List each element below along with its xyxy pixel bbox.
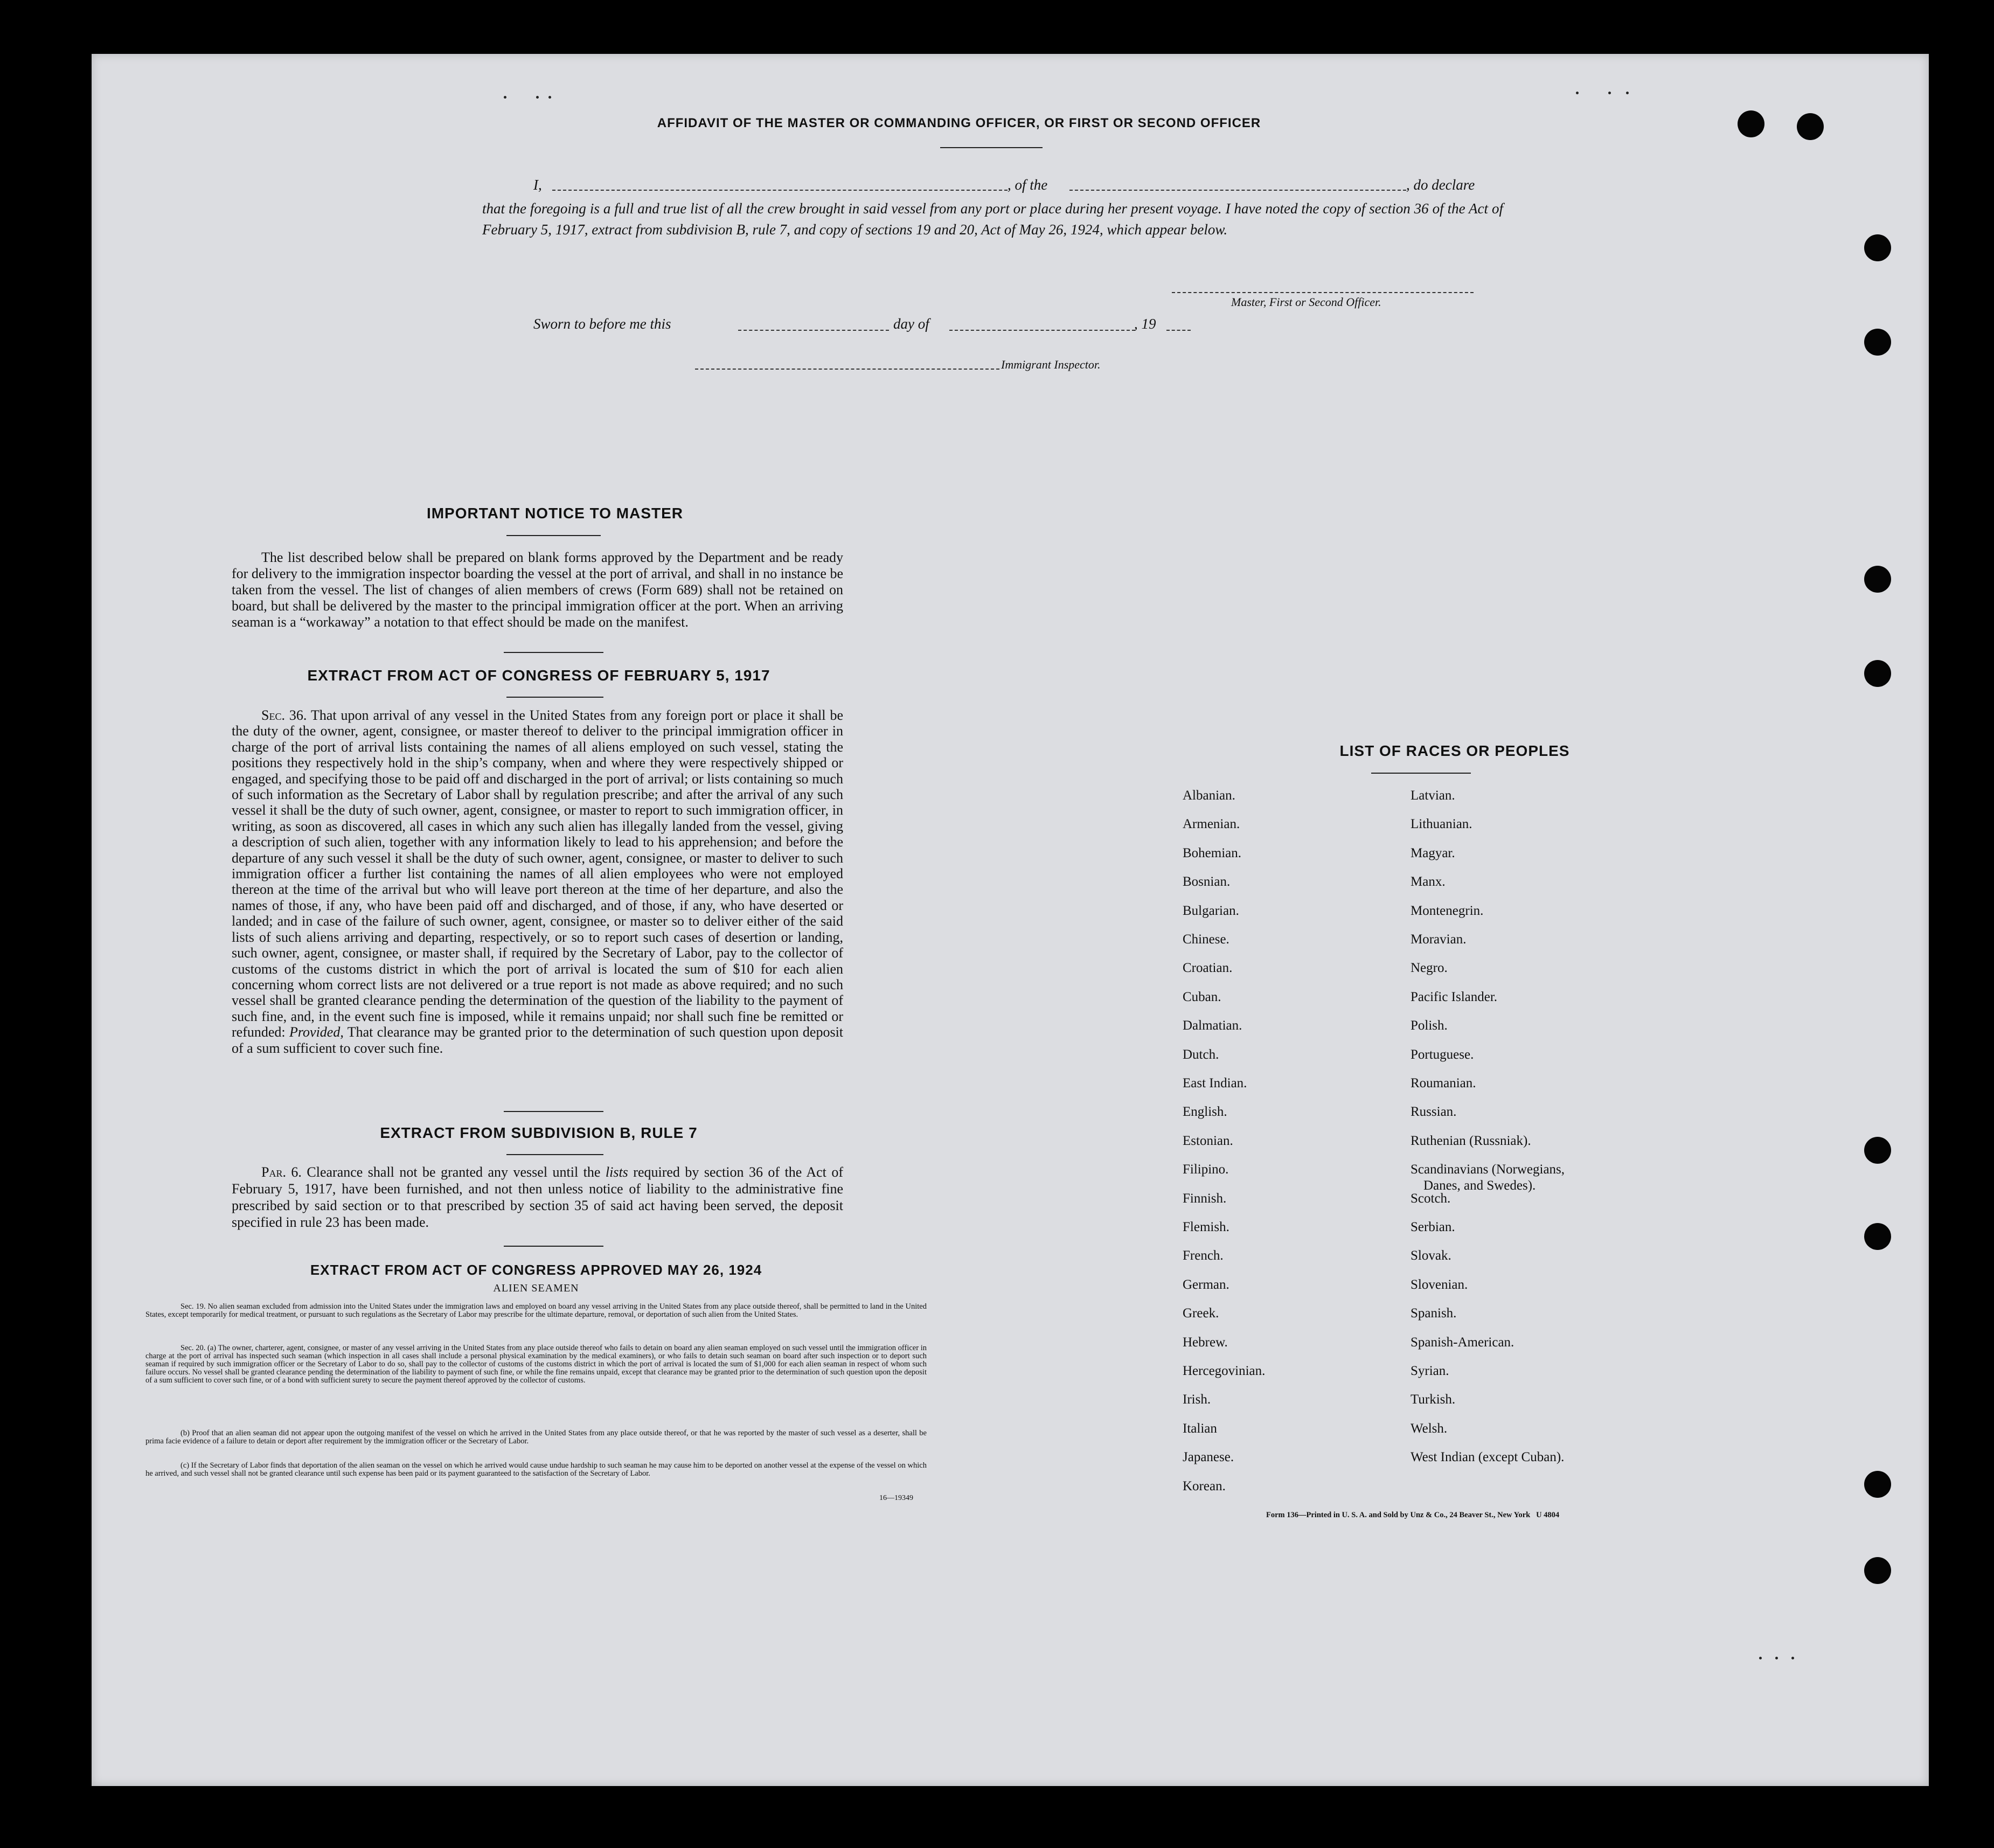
binder-hole <box>1864 234 1891 261</box>
speck <box>536 96 539 99</box>
race-item: West Indian (except Cuban). <box>1411 1450 1565 1465</box>
divider <box>506 535 601 536</box>
binder-hole <box>1738 110 1764 137</box>
race-item: Syrian. <box>1411 1364 1449 1378</box>
inspector-signature-line <box>695 369 999 370</box>
race-item: Dutch. <box>1183 1047 1219 1062</box>
sworn-year: , 19 <box>1134 316 1156 332</box>
speck <box>1775 1657 1778 1659</box>
race-item: Welsh. <box>1411 1421 1448 1436</box>
binder-hole <box>1864 1557 1891 1584</box>
speck <box>1626 92 1629 94</box>
speck <box>1608 92 1611 94</box>
master-caption: Master, First or Second Officer. <box>1231 295 1381 309</box>
extract-1924-title: EXTRACT FROM ACT OF CONGRESS APPROVED MAY 26, 1924 <box>310 1262 762 1278</box>
extract-rule7-body <box>232 1164 843 1231</box>
sec-20a-text: Sec. 20. (a) The owner, charterer, agent, consignee, or master of any vessel arriving in the United States from any place outside thereof who fails to detain on board any alien seaman employed on such vessel until the immigration officer in charge at the port of arrival has inspected such seaman (which inspection in all cases shall include a personal physical examination by the medical examiners), or who fails to detain such seaman on board after such inspection or to deport such seaman if required by such immigration officer or the Secretary of Labor to do so, shall pay to the collector of customs of the customs district in which the port of arrival is located the sum of $1,000 for each alien seaman in respect of whom such failure occurs. No vessel shall be granted clearance pending the determination of the liability to payment of such fine, or while the fine remains unpaid, except that clearance may be granted prior to the determination of such question upon the deposit of a sum sufficient to cover such fine, or of a bond with sufficient surety to secure the payment thereof approved by the collector of customs. <box>145 1344 927 1385</box>
race-item: Hercegovinian. <box>1183 1364 1266 1378</box>
race-item: Estonian. <box>1183 1133 1233 1148</box>
race-item: Manx. <box>1411 874 1446 890</box>
races-title: LIST OF RACES OR PEOPLES <box>1339 742 1570 759</box>
race-item: Japanese. <box>1183 1450 1234 1465</box>
race-item: Chinese. <box>1183 932 1229 947</box>
race-item: Italian <box>1183 1421 1217 1436</box>
divider <box>504 1246 603 1247</box>
print-code: 16—19349 <box>879 1494 913 1502</box>
alien-seamen-subtitle: ALIEN SEAMEN <box>493 1282 579 1294</box>
race-item: Filipino. <box>1183 1162 1229 1177</box>
race-item: Croatian. <box>1183 961 1233 976</box>
race-item: English. <box>1183 1104 1227 1120</box>
race-item: Turkish. <box>1411 1392 1456 1407</box>
race-item: Montenegrin. <box>1411 903 1484 918</box>
race-item: Russian. <box>1411 1104 1457 1120</box>
par-6-label: Par. 6. <box>261 1164 302 1180</box>
race-item: Portuguese. <box>1411 1047 1474 1062</box>
race-item: Bulgarian. <box>1183 903 1239 918</box>
vessel-blank <box>1069 190 1406 191</box>
race-item: Polish. <box>1411 1018 1448 1033</box>
sworn-year-blank <box>1166 330 1191 331</box>
extract-1917-body <box>232 707 843 1056</box>
race-item: Serbian. <box>1411 1220 1455 1234</box>
race-item: Slovenian. <box>1411 1277 1468 1292</box>
race-item: Danes, and Swedes). <box>1423 1178 1536 1193</box>
speck <box>504 96 506 99</box>
form-note: Form 136—Printed in U. S. A. and Sold by Unz & Co., 24 Beaver St., New York U 4804 <box>1266 1511 1560 1519</box>
divider <box>504 1111 603 1112</box>
sec-36-label: Sec. 36. <box>261 707 307 723</box>
binder-hole <box>1864 329 1891 356</box>
notice-title: IMPORTANT NOTICE TO MASTER <box>426 505 684 522</box>
race-item: Finnish. <box>1183 1191 1227 1206</box>
race-item: Roumanian. <box>1411 1076 1476 1090</box>
sec-20b-text: (b) Proof that an alien seaman did not appear upon the outgoing manifest of the vessel on which he arrived in the United States from any place outside thereof, or that he was reported by the master of such vessel as a deserter, shall be prima facie evidence of a failure to detain or deport after requirement by the immigration officer or the Secretary of Labor. <box>145 1429 927 1446</box>
binder-hole <box>1864 566 1891 593</box>
speck <box>1759 1657 1762 1659</box>
binder-hole <box>1864 1137 1891 1164</box>
sec-36-text: That upon arrival of any vessel in the United States from any foreign port or place it shall be the duty of the owner, agent, consignee, or master thereof to deliver to the principal immigration officer in charge of the port of arrival lists containing the names of all aliens employed on such vessel, stating the positions they respectively hold in the ship’s company, when and where they were respectively shipped or engaged, and specifying those to be paid off and discharged in the port of arrival; or lists containing so much of such information as the Secretary of Labor shall by regulation prescribe; and after the arrival of any such vessel it shall be the duty of such owner, agent, consignee, or master to report to such immigration officer, in writing, as soon as discovered, all cases in which any such alien has illegally landed from the vessel, giving a description of such alien, together with any information likely to lead to his apprehension; and before the departure of any such vessel it shall be the duty of such owner, agent, consignee, or master to deliver to such immigration officer a further list containing the names of all alien employees who were not employed thereon at the time of the arrival but who will leave port thereon at the time of her departure, and also the names of those, if any, who have been paid off and discharged, and of those, if any, who have deserted or landed; and in case of the failure of such owner, agent, consignee, or master so to deliver either of the said lists of such aliens arriving and departing, respectively, or so to report such cases of desertion or landing, such owner, agent, consignee, or master shall, if required by the Secretary of Labor, pay to the collector of customs of the customs district in which the port of arrival is located the sum of $10 for each alien concerning whom correct lists are not delivered or a true report is not made as above required; and no such vessel shall be granted clearance pending the determination of the question of the liability to the payment of such fine, and, in the event such fine is imposed, while it remains unpaid; nor shall such fine be remitted or refunded: <box>232 707 843 1040</box>
sworn-day-of: day of <box>893 316 929 332</box>
race-item: Ruthenian (Russniak). <box>1411 1133 1531 1148</box>
inspector-caption: Immigrant Inspector. <box>1001 358 1101 371</box>
race-item: Slovak. <box>1411 1248 1451 1263</box>
race-item: Albanian. <box>1183 788 1235 803</box>
divider <box>1371 773 1471 774</box>
race-item: Armenian. <box>1183 817 1240 832</box>
affidavit-line1-i: I, <box>533 177 542 193</box>
sec-19-text: Sec. 19. No alien seaman excluded from admission into the United States under the immigration laws and employed on board any vessel arriving in the United States from any place outside thereof, shall be permitted to land in the United States, except temporarily for medical treatment, or pursuant to such regulations as the Secretary of Labor may prescribe for the ultimate departure, removal, or deportation of such alien from the United States. <box>145 1302 927 1319</box>
race-item: Flemish. <box>1183 1220 1229 1234</box>
sworn-day-blank <box>738 330 889 331</box>
notice-body: The list described below shall be prepared on blank forms approved by the Department and be ready for delivery to the immigration inspector boarding the vessel at the port of arrival, and shall in no instance be taken from the vessel. The list of changes of alien members of crews (Form 689) shall not be retained on board, but shall be delivered by the master to the principal immigration officer at the port. When an arriving seaman is a “workaway” a notation to that effect should be made on the manifest. <box>232 550 843 630</box>
race-item: Scotch. <box>1411 1191 1451 1206</box>
master-signature-line <box>1172 292 1474 293</box>
divider <box>504 652 603 653</box>
par-6-text-b: required by section 36 of the Act of February 5, 1917, have been furnished, and not then unless notice of liability to the administrative fine prescribed by said section or to that prescribed by section 35 of said act having been served, the deposit specified in rule 23 has been made. <box>232 1164 844 1230</box>
affidavit-line1-of-the: , of the <box>1008 177 1048 193</box>
race-item: Cuban. <box>1183 989 1221 1004</box>
affidavit-line1-declare: , do declare <box>1406 177 1475 193</box>
affidavit-title: AFFIDAVIT OF THE MASTER OR COMMANDING OFFICER, OR FIRST OR SECOND OFFICER <box>657 116 1261 130</box>
race-item: German. <box>1183 1277 1229 1292</box>
divider <box>506 1154 603 1155</box>
binder-hole <box>1864 660 1891 687</box>
binder-hole <box>1797 113 1824 140</box>
extract-rule7-title: EXTRACT FROM SUBDIVISION B, RULE 7 <box>380 1124 698 1141</box>
speck <box>1791 1657 1794 1659</box>
provided-word: Provided, <box>289 1024 344 1040</box>
name-blank <box>552 190 1008 191</box>
race-item: East Indian. <box>1183 1076 1247 1090</box>
race-item: Dalmatian. <box>1183 1018 1242 1033</box>
race-item: Spanish-American. <box>1411 1335 1514 1350</box>
extract-1917-title: EXTRACT FROM ACT OF CONGRESS OF FEBRUARY 5, 1917 <box>307 667 770 684</box>
sec-20c-text: (c) If the Secretary of Labor finds that deportation of the alien seaman on the vessel on which he arrived would cause undue hardship to such seaman he may cause him to be deported on another vessel at the expense of the vessel on which he arrived, and such vessel shall not be granted clearance until such expense has been paid or its payment guaranteed to the satisfaction of the Secretary of Labor. <box>145 1461 927 1478</box>
race-item: Irish. <box>1183 1392 1211 1407</box>
lists-word: lists <box>605 1164 628 1180</box>
binder-hole <box>1864 1471 1891 1498</box>
race-item: Negro. <box>1411 961 1448 976</box>
race-item: Korean. <box>1183 1478 1226 1493</box>
race-item: Moravian. <box>1411 932 1467 947</box>
race-item: Hebrew. <box>1183 1335 1228 1350</box>
race-item: Scandinavians (Norwegians, <box>1411 1162 1565 1177</box>
race-item: Latvian. <box>1411 788 1455 803</box>
sec-36-text-end: That clearance may be granted prior to the determination of such question upon deposit of a sum sufficient to cover such fine. <box>232 1024 844 1056</box>
race-item: Spanish. <box>1411 1306 1457 1321</box>
sworn-month-blank <box>949 330 1135 331</box>
divider <box>506 697 603 698</box>
race-item: Greek. <box>1183 1306 1219 1321</box>
par-6-text-a: Clearance shall not be granted any vessel until the <box>307 1164 601 1180</box>
race-item: Pacific Islander. <box>1411 989 1498 1004</box>
binder-hole <box>1864 1223 1891 1250</box>
race-item: Bosnian. <box>1183 874 1231 890</box>
race-item: Lithuanian. <box>1411 817 1472 832</box>
divider <box>940 147 1043 148</box>
speck <box>548 96 551 99</box>
affidavit-body: that the foregoing is a full and true list of all the crew brought in said vessel from any port or place during her present voyage. I have noted the copy of section 36 of the Act of February 5, 1917, extract from subdivision B, rule 7, and copy of sections 19 and 20, Act of May 26, 1924, which appear below. <box>482 200 1503 238</box>
race-item: Magyar. <box>1411 845 1455 860</box>
sworn-text: Sworn to before me this <box>533 316 671 332</box>
race-item: Bohemian. <box>1183 845 1242 860</box>
race-item: French. <box>1183 1248 1224 1263</box>
speck <box>1576 92 1579 94</box>
